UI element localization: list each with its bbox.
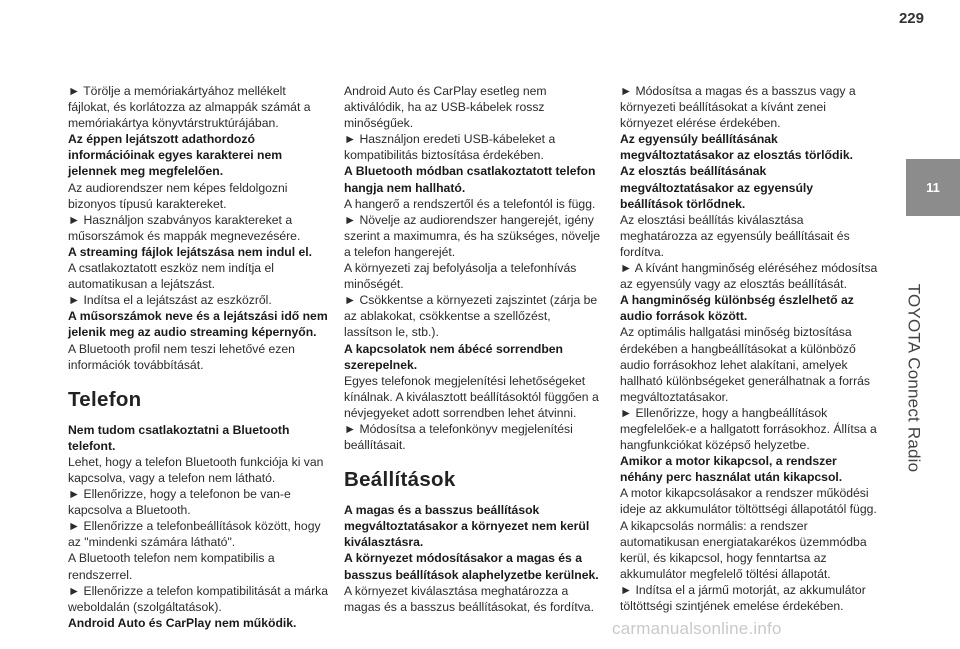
body-text: ► Indítsa el a jármű motorját, az akkumulátor töltöttségi szintjének emelése érdekében. [620, 582, 866, 613]
chapter-side-label [874, 228, 952, 528]
body-text: A Bluetooth profil nem teszi lehetővé ezen információk továbbítását. [68, 341, 295, 372]
problem-heading: A magas és a basszus beállítások megváltoztatásakor a környezet nem kerül kiválasztásra. [344, 503, 590, 550]
body-text: ► Csökkentse a környezeti zajszintet (zárja be az ablakokat, csökkentse a szellőzést, lassítson le, stb.). [344, 293, 598, 340]
body-text: Az elosztási beállítás kiválasztása meghatározza az egyensúly beállításait és fordítva. [620, 212, 850, 259]
body-text: Az audiorendszer nem képes feldolgozni bizonyos típusú karaktereket. [68, 180, 288, 211]
problem-heading: Nem tudom csatlakoztatni a Bluetooth telefont. [68, 422, 290, 453]
body-text: Az optimális hallgatási minőség biztosítása érdekében a hangbeállításokat a különböző audio forrásokhoz lehet alakítani, amelyek hallható különbségeket generálhatnak a forrás megváltoztatásakor. [620, 325, 871, 404]
problem-heading: A streaming fájlok lejátszása nem indul el. [68, 244, 313, 259]
chapter-title: TOYOTA Connect Radio [904, 283, 924, 473]
problem-heading: A környezet módosításakor a magas és a basszus beállítások alaphelyzetbe kerülnek. [344, 551, 599, 582]
body-text: ► Ellenőrizze, hogy a telefonon be van-e kapcsolva a Bluetooth. [68, 487, 291, 518]
body-text: Lehet, hogy a telefon Bluetooth funkciója ki van kapcsolva, vagy a telefon nem látható. [68, 454, 324, 485]
body-text: A hangerő a rendszertől és a telefontól is függ. [344, 196, 596, 211]
body-text: ► A kívánt hangminőség eléréséhez módosítsa az egyensúly vagy az elosztás beállítását. [620, 261, 878, 292]
body-text: ► Növelje az audiorendszer hangerejét, igény szerint a maximumra, és ha szükséges, növelje a telefon hangerejét. [344, 212, 601, 259]
body-text: ► Törölje a memóriakártyához mellékelt fájlokat, és korlátozza az almappák számát a memóriakártya könyvtárstruktúrájában. [68, 84, 311, 131]
body-text: ► Indítsa el a lejátszást az eszközről. [68, 293, 272, 308]
text-column-2 [344, 83, 602, 615]
body-text: ► Használjon eredeti USB-kábeleket a kompatibilitás biztosítása érdekében. [344, 132, 556, 163]
body-text: ► Ellenőrizze a telefonbeállítások között, hogy az "mindenki számára látható". [68, 519, 321, 550]
body-text: A környezet kiválasztása meghatározza a magas és a basszus beállításokat, és fordítva. [344, 583, 594, 614]
page-number: 229 [898, 10, 924, 27]
text-column-1 [68, 83, 328, 631]
problem-heading: A hangminőség különbség észlelhető az audio források között. [620, 293, 854, 324]
chapter-number: 11 [926, 180, 940, 195]
body-text: ► Használjon szabványos karaktereket a műsorszámok és mappák megnevezésére. [68, 212, 301, 243]
section-heading: Beállítások [344, 468, 456, 492]
watermark: carmanualsonline.info [612, 619, 782, 638]
body-text: ► Módosítsa a telefonkönyv megjelenítési beállításait. [344, 421, 573, 453]
body-text: ► Ellenőrizze a telefon kompatibilitását a márka weboldalán (szolgáltatások). [68, 583, 328, 614]
body-text: ► Módosítsa a magas és a basszus vagy a környezeti beállításokat a kívánt zenei környezet elérése érdekében. [620, 84, 856, 131]
chapter-tab [906, 159, 960, 216]
body-text: A Bluetooth telefon nem kompatibilis a rendszerrel. [68, 551, 275, 582]
problem-heading: A kapcsolatok nem ábécé sorrendben szerepelnek. [344, 341, 563, 372]
body-text: Android Auto és CarPlay esetleg nem aktiválódik, ha az USB-kábelek rossz minőségűek. [344, 84, 547, 131]
body-text: A kikapcsolás normális: a rendszer automatikusan energiatakarékos üzemmódba kerül, és kikapcsol, hogy fenntartsa az akkumulátor megfelelő töltési állapotát. [620, 518, 867, 581]
body-text: ► Ellenőrizze, hogy a hangbeállítások megfelelőek-e a hallgatott forrásokhoz. Állítsa a hangfunkciókat középső helyzetbe. [620, 405, 877, 453]
problem-heading: A műsorszámok neve és a lejátszási idő nem jelenik meg az audio streaming képernyőn. [68, 309, 328, 340]
problem-heading: Amikor a motor kikapcsol, a rendszer néhány perc használat után kikapcsol. [620, 454, 843, 485]
problem-heading: Az éppen lejátszott adathordozó információinak egyes karakterei nem jelennek meg megfelelően. [68, 132, 283, 179]
problem-heading: Az egyensúly beállításának megváltoztatásakor az elosztás törlődik. [620, 132, 853, 163]
body-text: A motor kikapcsolásakor a rendszer működési ideje az akkumulátor töltöttségi állapotától függ. [620, 486, 877, 517]
problem-heading: Android Auto és CarPlay nem működik. [68, 615, 297, 630]
body-text: A csatlakoztatott eszköz nem indítja el automatikusan a lejátszást. [68, 261, 274, 292]
text-column-3 [620, 83, 878, 614]
problem-heading: A Bluetooth módban csatlakoztatott telefon hangja nem hallható. [344, 164, 596, 195]
body-text: A környezeti zaj befolyásolja a telefonhívás minőségét. [344, 261, 577, 292]
problem-heading: Az elosztás beállításának megváltoztatásakor az egyensúly beállítások törlődnek. [620, 164, 814, 211]
section-heading: Telefon [68, 387, 142, 411]
body-text: Egyes telefonok megjelenítési lehetőségeket kínálnak. A kiválasztott beállításoktól függően a névjegyeket adott sorrendben lehet átvinni. [344, 373, 599, 420]
